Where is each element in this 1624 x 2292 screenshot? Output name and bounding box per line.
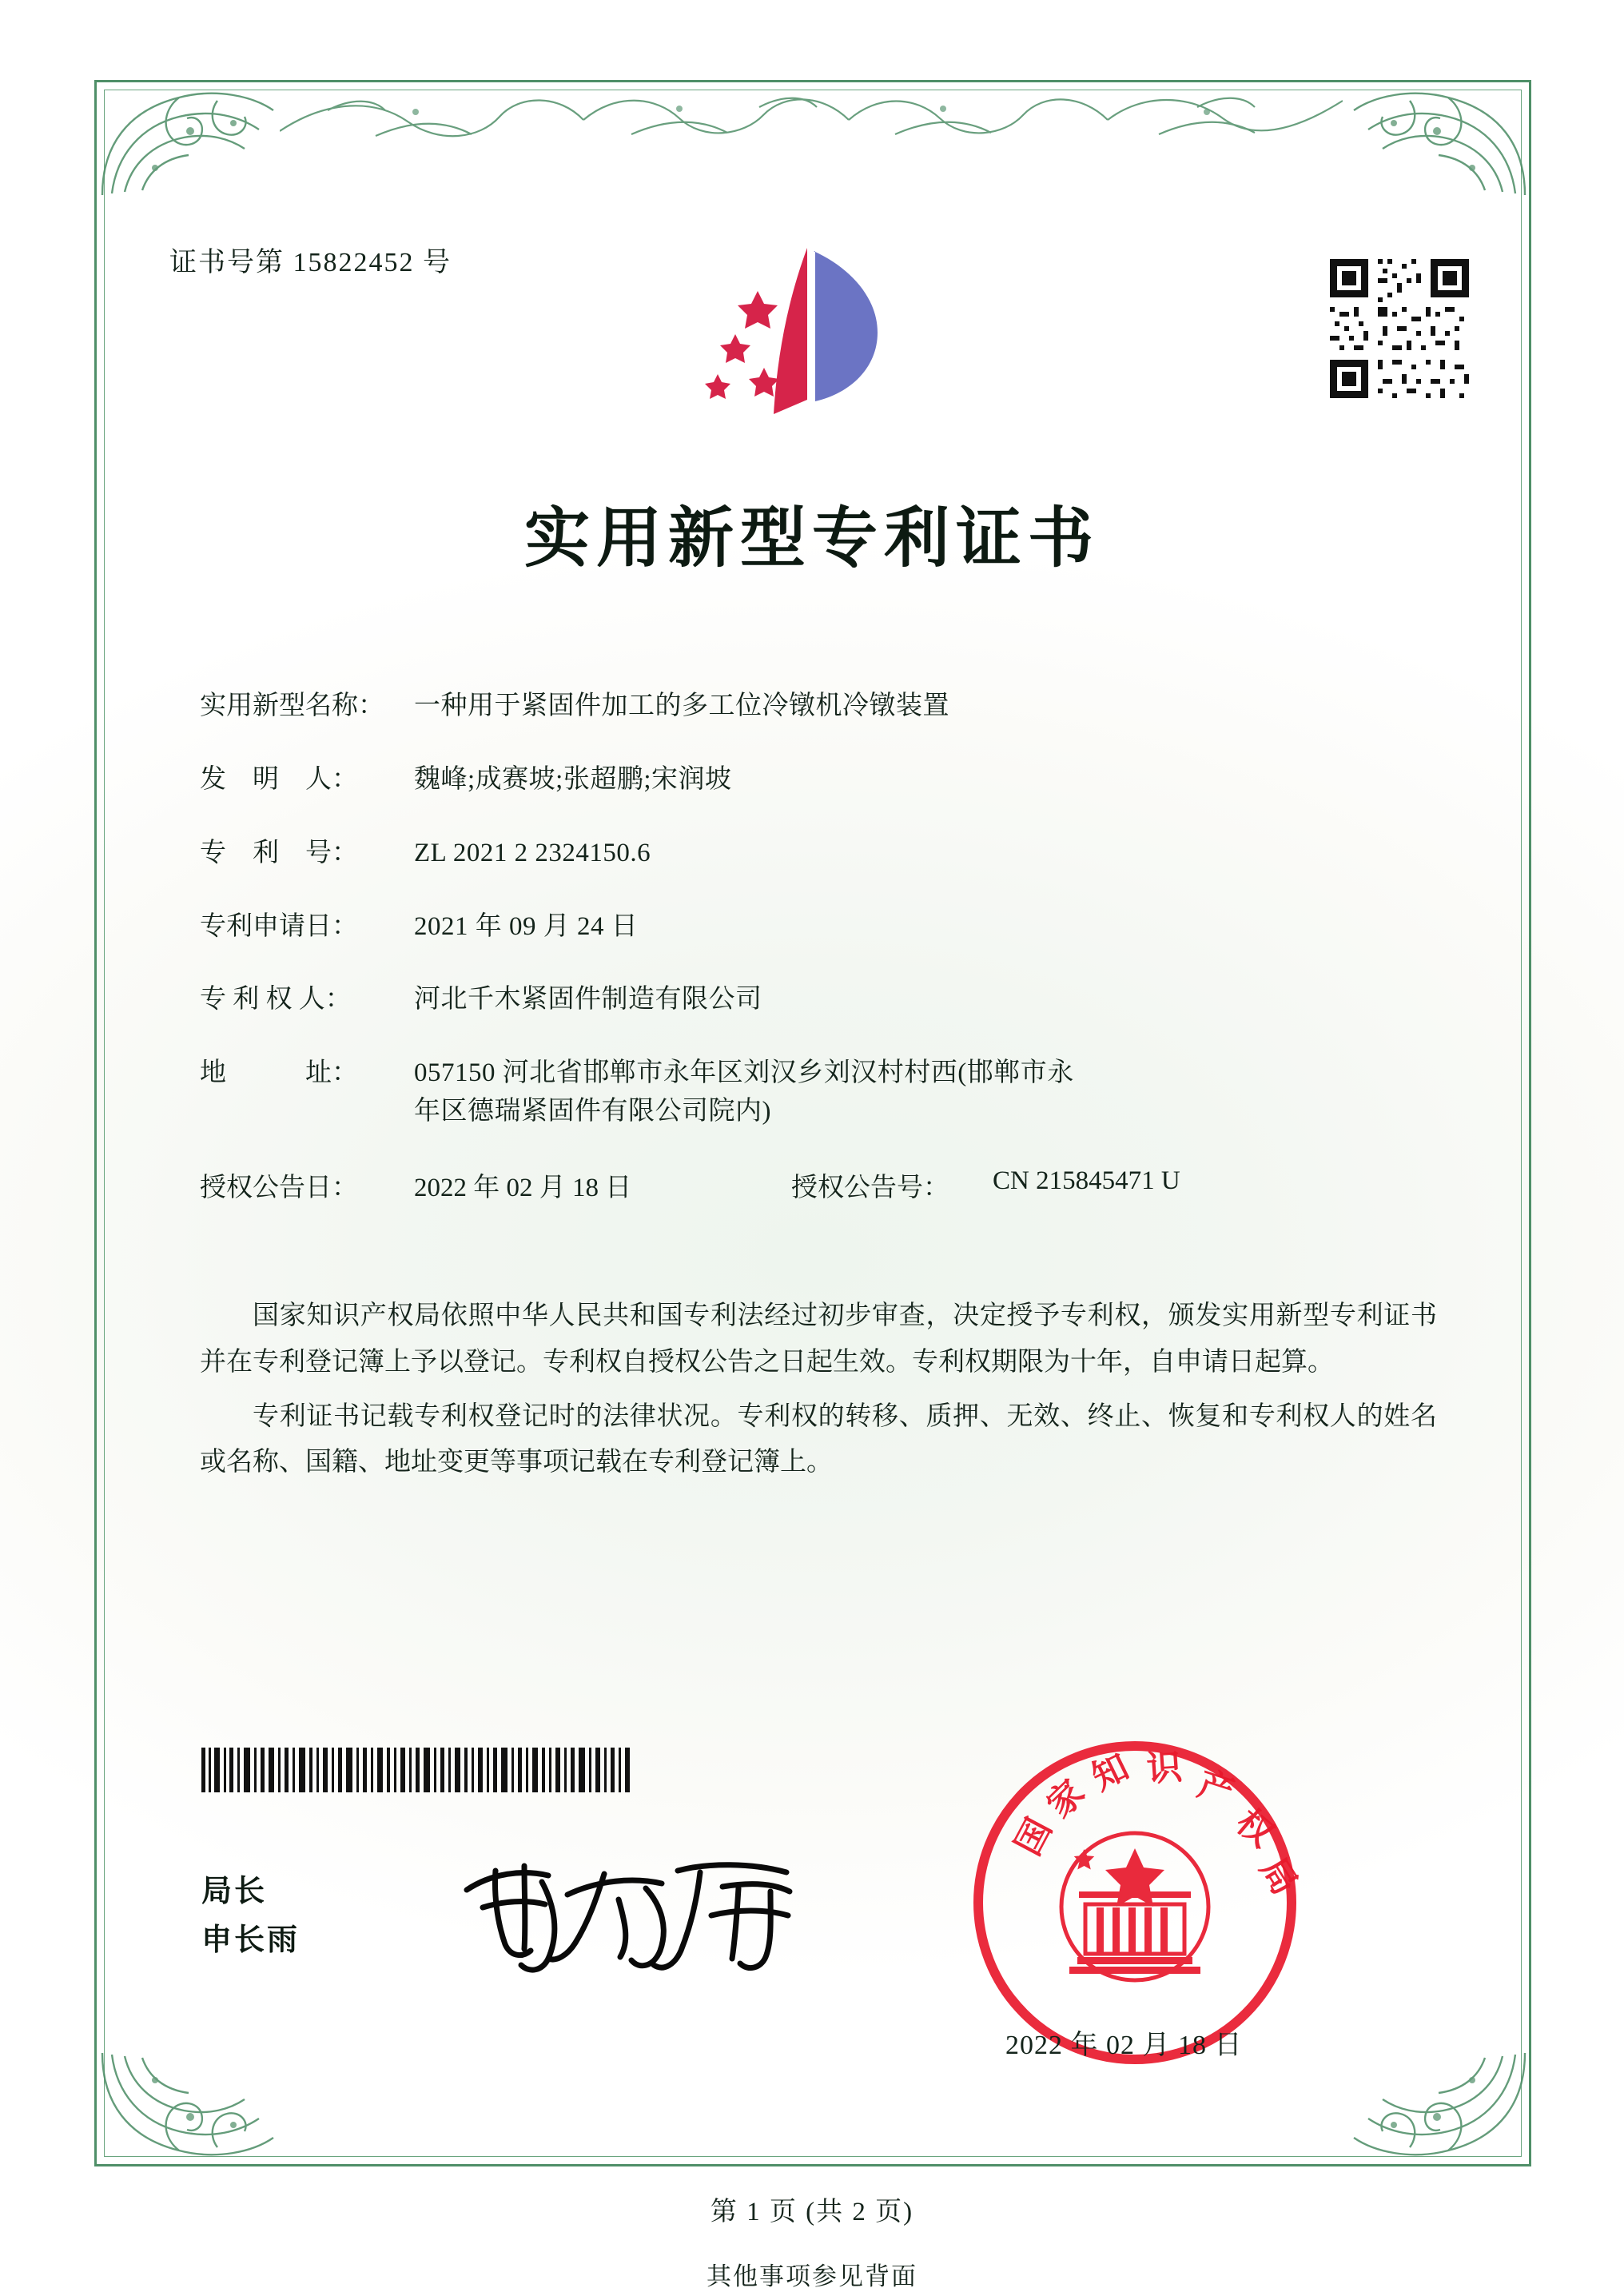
field-row-utility-model-name (200, 688, 1447, 726)
field-value: 魏峰;成赛坡;张超鹏;宋润坡 (414, 764, 732, 794)
director-signature (448, 1839, 823, 1983)
field-value: 一种用于紧固件加工的多工位冷镦机冷镦装置 (414, 692, 949, 720)
paragraph-1: 国家知识产权局依照中华人民共和国专利法经过初步审查，决定授予专利权，颁发实用新型专利证书并在专利登记簿上予以登记。专利权自授权公告之日起生效。专利权期限为十年，自申请日起算。 (200, 1301, 1437, 1377)
svg-text:国: 国 (1008, 1812, 1060, 1862)
corner-ornament-top-left (96, 82, 280, 201)
legal-text (200, 1293, 1437, 1494)
field-label: 实用新型名称： (200, 692, 384, 720)
field-label: 专 利 号： (200, 838, 358, 867)
corner-ornament-bottom-left (96, 2047, 280, 2166)
corner-ornament-top-right (1347, 82, 1531, 201)
field-row-patent-number (200, 835, 1447, 873)
back-side-note: 其他事项参见背面 (707, 2262, 917, 2290)
field-row-grant-announcement (200, 1166, 1447, 1204)
director-label: 局长 (201, 1875, 268, 1908)
page-number: 第 1 页 (共 2 页) (710, 2198, 914, 2226)
field-label: 地 址： (200, 1058, 358, 1088)
grant-number-label: 授权公告号： (791, 1173, 949, 1202)
field-list (200, 688, 1447, 1239)
field-row-inventors (200, 761, 1447, 799)
cnipa-logo-icon (687, 240, 935, 432)
svg-text:识: 识 (1145, 1748, 1184, 1789)
field-value: ZL 2021 2 2324150.6 (414, 838, 651, 867)
field-row-address (200, 1054, 1447, 1131)
field-value-continued: 年区德瑞紧固件有限公司院内) (414, 1097, 771, 1126)
field-value: 057150 河北省邯郸市永年区刘汉乡刘汉村村西(邯郸市永 (414, 1058, 1074, 1088)
svg-text:局: 局 (1252, 1851, 1305, 1902)
svg-text:家: 家 (1039, 1772, 1093, 1826)
director-block (201, 1867, 300, 1965)
barcode-icon (201, 1748, 633, 1792)
grant-date-value: 2022 年 02 月 18 日 (414, 1173, 632, 1202)
certificate-number: 证书号第 15822452 号 (169, 248, 452, 277)
top-ornament (280, 83, 1343, 149)
grant-number-value: CN 215845471 U (993, 1166, 1180, 1195)
field-label: 发 明 人： (200, 764, 358, 794)
field-label: 专利申请日： (200, 911, 358, 941)
qr-code-icon (1325, 254, 1474, 403)
svg-text:知: 知 (1085, 1747, 1135, 1798)
field-value: 2021 年 09 月 24 日 (414, 911, 639, 941)
field-label: 专 利 权 人： (200, 985, 352, 1014)
seal-date: 2022 年 02 月 18 日 (1005, 2031, 1243, 2060)
corner-ornament-bottom-right (1347, 2047, 1531, 2166)
field-row-application-date (200, 908, 1447, 947)
page-title: 实用新型专利证书 (523, 502, 1100, 575)
svg-text:权: 权 (1228, 1802, 1281, 1855)
field-value: 河北千木紧固件制造有限公司 (414, 985, 762, 1014)
field-row-patentee (200, 981, 1447, 1019)
grant-date-label: 授权公告日： (200, 1173, 358, 1202)
svg-text:产: 产 (1192, 1764, 1239, 1813)
director-name: 申长雨 (201, 1923, 301, 1957)
paragraph-2: 专利证书记载专利权登记时的法律状况。专利权的转移、质押、无效、终止、恢复和专利权人的姓名或名称、国籍、地址变更等事项记载在专利登记簿上。 (200, 1401, 1437, 1477)
